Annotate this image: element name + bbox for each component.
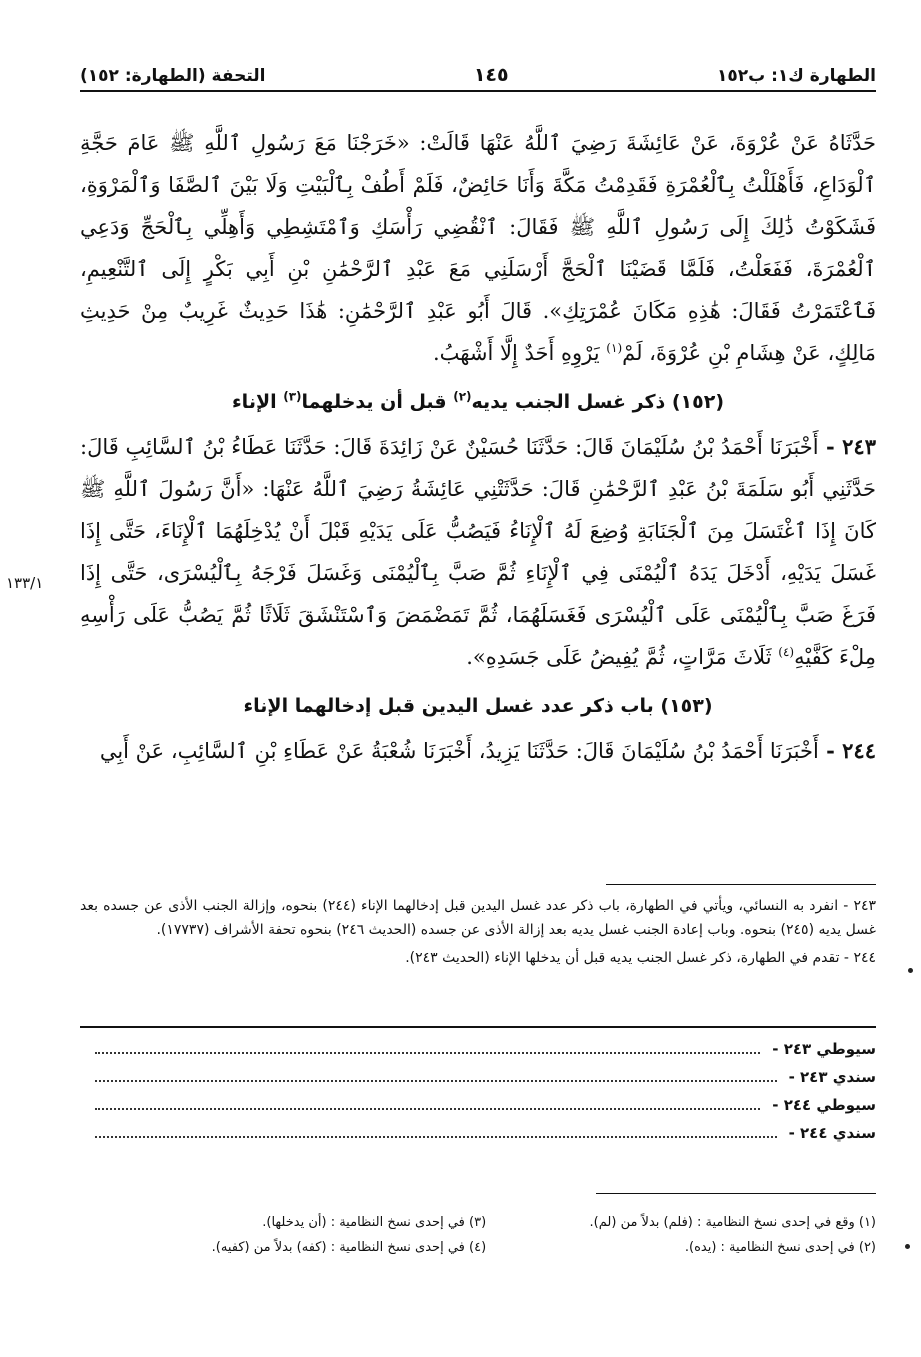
footnote-4: (٤) في إحدى نسخ النظامية : (كفه) بدلاً من (كفيه). bbox=[211, 1240, 487, 1255]
ref-row bbox=[95, 1068, 876, 1096]
footnote-ref-1: (١) bbox=[606, 341, 623, 355]
footnote-ref-2: (٢) bbox=[453, 389, 472, 404]
hadith-242-continuation bbox=[80, 122, 876, 374]
footnote-2: (٢) في إحدى نسخ النظامية : (يده). bbox=[684, 1240, 876, 1255]
dotted-leader bbox=[95, 1079, 777, 1082]
dotted-leader bbox=[95, 1107, 760, 1110]
main-text bbox=[80, 122, 876, 772]
page-number: ١٤٥ bbox=[473, 64, 509, 86]
scan-speck bbox=[908, 968, 913, 973]
footnotes-right-column bbox=[510, 1210, 876, 1260]
hadith-243-number: ٢٤٣ - bbox=[818, 434, 876, 459]
footnote-ref-3: (٣) bbox=[283, 389, 302, 404]
hadith-242-text: حَدَّثَاهُ عَنْ عُرْوَةَ، عَنْ عَائِشَةَ رَضِيَ ٱللَّهُ عَنْهَا قَالَتْ: «خَرَجْنَا مَعَ رَسُولِ ٱللَّهِ ﷺ عَامَ حَجَّةِ ٱلْوَدَاعِ، فَأَهْلَلْتُ بِٱلْعُمْرَةِ فَقَدِمْتُ مَكَّةَ وَأَنَا حَائِضٌ، فَلَمْ أَطُفْ بِٱلْبَيْتِ وَلَا بَيْنَ ٱلصَّفَا وَٱلْمَرْوَةِ، فَشَكَوْتُ ذَٰلِكَ إِلَى رَسُولِ ٱللَّهِ ﷺ فَقَالَ: ٱنْقُضِي رَأْسَكِ وَٱمْتَشِطِي وَأَهِلِّي بِٱلْحَجِّ وَدَعِي ٱلْعُمْرَةَ، فَفَعَلْتُ، فَلَمَّا قَضَيْنَا ٱلْحَجَّ أَرْسَلَنِي مَعَ عَبْدِ ٱلرَّحْمَٰنِ بْنِ أَبِي بَكْرٍ إِلَى ٱلتَّنْعِيمِ، فَٱعْتَمَرْتُ فَقَالَ: هَٰذِهِ مَكَانَ عُمْرَتِكِ». قَالَ أَبُو عَبْدِ ٱلرَّحْمَٰنِ: هَٰذَا حَدِيثٌ غَرِيبٌ مِنْ حَدِيثِ مَالِكٍ، عَنْ هِشَامِ بْنِ عُرْوَةَ، لَمْ bbox=[80, 131, 876, 365]
ref-row bbox=[95, 1124, 876, 1152]
header-tuhfa-ref: التحفة (الطهارة: ١٥٢) bbox=[80, 66, 266, 86]
hadith-244 bbox=[80, 730, 876, 772]
scan-speck bbox=[905, 1244, 910, 1249]
margin-volume-ref: ١٣٣/١ bbox=[6, 574, 44, 592]
section-divider bbox=[80, 1026, 876, 1028]
hadith-243 bbox=[80, 426, 876, 678]
ref-label: سندي ٢٤٤ - bbox=[788, 1124, 876, 1142]
header-chapter-ref: الطهارة ك١: ب١٥٢ bbox=[716, 66, 876, 86]
dotted-leader bbox=[95, 1135, 777, 1138]
chapter-152-title-c: الإناء bbox=[231, 391, 284, 413]
takhrij-notes bbox=[80, 894, 876, 974]
chapter-152-title-a: (١٥٢) ذكر غسل الجنب يديه bbox=[471, 391, 725, 413]
hadith-243-text: أَخْبَرَنَا أَحْمَدُ بْنُ سُلَيْمَانَ قَالَ: حَدَّثَنَا حُسَيْنٌ عَنْ زَائِدَةَ قَالَ: حَدَّثَنَا عَطَاءُ بْنُ ٱلسَّائِبِ قَالَ: حَدَّثَنِي أَبُو سَلَمَةَ بْنُ عَبْدِ ٱلرَّحْمَٰنِ قَالَ: حَدَّثَتْنِي عَائِشَةُ رَضِيَ ٱللَّهُ عَنْهَا: «أَنَّ رَسُولَ ٱللَّهِ ﷺ كَانَ إِذَا ٱغْتَسَلَ مِنَ ٱلْجَنَابَةِ وُضِعَ لَهُ ٱلْإِنَاءُ فَيَصُبُّ عَلَى يَدَيْهِ قَبْلَ أَنْ يُدْخِلَهُمَا ٱلْإِنَاءَ، حَتَّى إِذَا غَسَلَ يَدَيْهِ، أَدْخَلَ يَدَهُ ٱلْيُمْنَى فِي ٱلْإِنَاءِ ثُمَّ صَبَّ بِٱلْيُمْنَى وَغَسَلَ فَرْجَهُ بِٱلْيُسْرَى، حَتَّى إِذَا فَرَغَ صَبَّ بِٱلْيُمْنَى عَلَى ٱلْيُسْرَى فَغَسَلَهُمَا، ثُمَّ تَمَضْمَضَ وَٱسْتَنْشَقَ ثَلَاثًا ثُمَّ يَصُبُّ عَلَى رَأْسِهِ مِلْءَ كَفَّيْهِ bbox=[80, 435, 876, 669]
footnote-1: (١) وقع في إحدى نسخ النظامية : (فلم) بدلاً من (لم). bbox=[589, 1215, 876, 1230]
hadith-243-tail: ثَلَاثَ مَرَّاتٍ، ثُمَّ يُفِيضُ عَلَى جَسَدِهِ». bbox=[466, 645, 779, 669]
chapter-heading-153: (١٥٣) باب ذكر عدد غسل اليدين قبل إدخالهما الإناء bbox=[243, 695, 713, 717]
dotted-leader bbox=[95, 1051, 760, 1054]
footnote-3: (٣) في إحدى نسخ النظامية : (أن يدخلها). bbox=[262, 1215, 487, 1230]
hadith-244-text: أَخْبَرَنَا أَحْمَدُ بْنُ سُلَيْمَانَ قَالَ: حَدَّثَنَا يَزِيدُ، أَخْبَرَنَا شُعْبَةُ عَنْ عَطَاءِ بْنِ ٱلسَّائِبِ، عَنْ أَبِي bbox=[99, 739, 819, 763]
footnotes-divider bbox=[596, 1193, 876, 1194]
ref-label: سندي ٢٤٣ - bbox=[788, 1068, 876, 1086]
ref-label: سيوطي ٢٤٣ - bbox=[772, 1040, 876, 1058]
footnotes-left-column bbox=[120, 1210, 486, 1260]
ref-row bbox=[95, 1040, 876, 1068]
chapter-152-title-b: قبل أن يدخلهما bbox=[301, 391, 454, 413]
commentary-refs bbox=[95, 1040, 876, 1152]
chapter-heading-152 bbox=[80, 380, 876, 424]
note-243: ٢٤٣ - انفرد به النسائي، ويأتي في الطهارة، باب ذكر عدد غسل اليدين قبل إدخالهما الإناء (٢٤٤) بنحوه، وإزالة الجنب الأذى عن جسده بعد غسل يديه (٢٤٥) بنحوه. وباب إعادة الجنب غسل يديه بعد إزالة الأذى عن جسده (الحديث ٢٤٦) بنحوه تحفة الأشراف (١٧٧٣٧). bbox=[80, 898, 876, 938]
note-244: ٢٤٤ - تقدم في الطهارة، ذكر غسل الجنب يديه قبل أن يدخلها الإناء (الحديث ٢٤٣). bbox=[405, 950, 876, 966]
footnote-ref-4: (٤) bbox=[778, 645, 795, 659]
ref-row bbox=[95, 1096, 876, 1124]
notes-divider bbox=[606, 884, 876, 885]
hadith-244-number: ٢٤٤ - bbox=[818, 738, 876, 763]
ref-label: سيوطي ٢٤٤ - bbox=[772, 1096, 876, 1114]
hadith-242-tail: يَرْوِهِ أَحَدٌ إِلَّا أَشْهَبُ. bbox=[432, 341, 607, 365]
running-header bbox=[80, 58, 876, 92]
